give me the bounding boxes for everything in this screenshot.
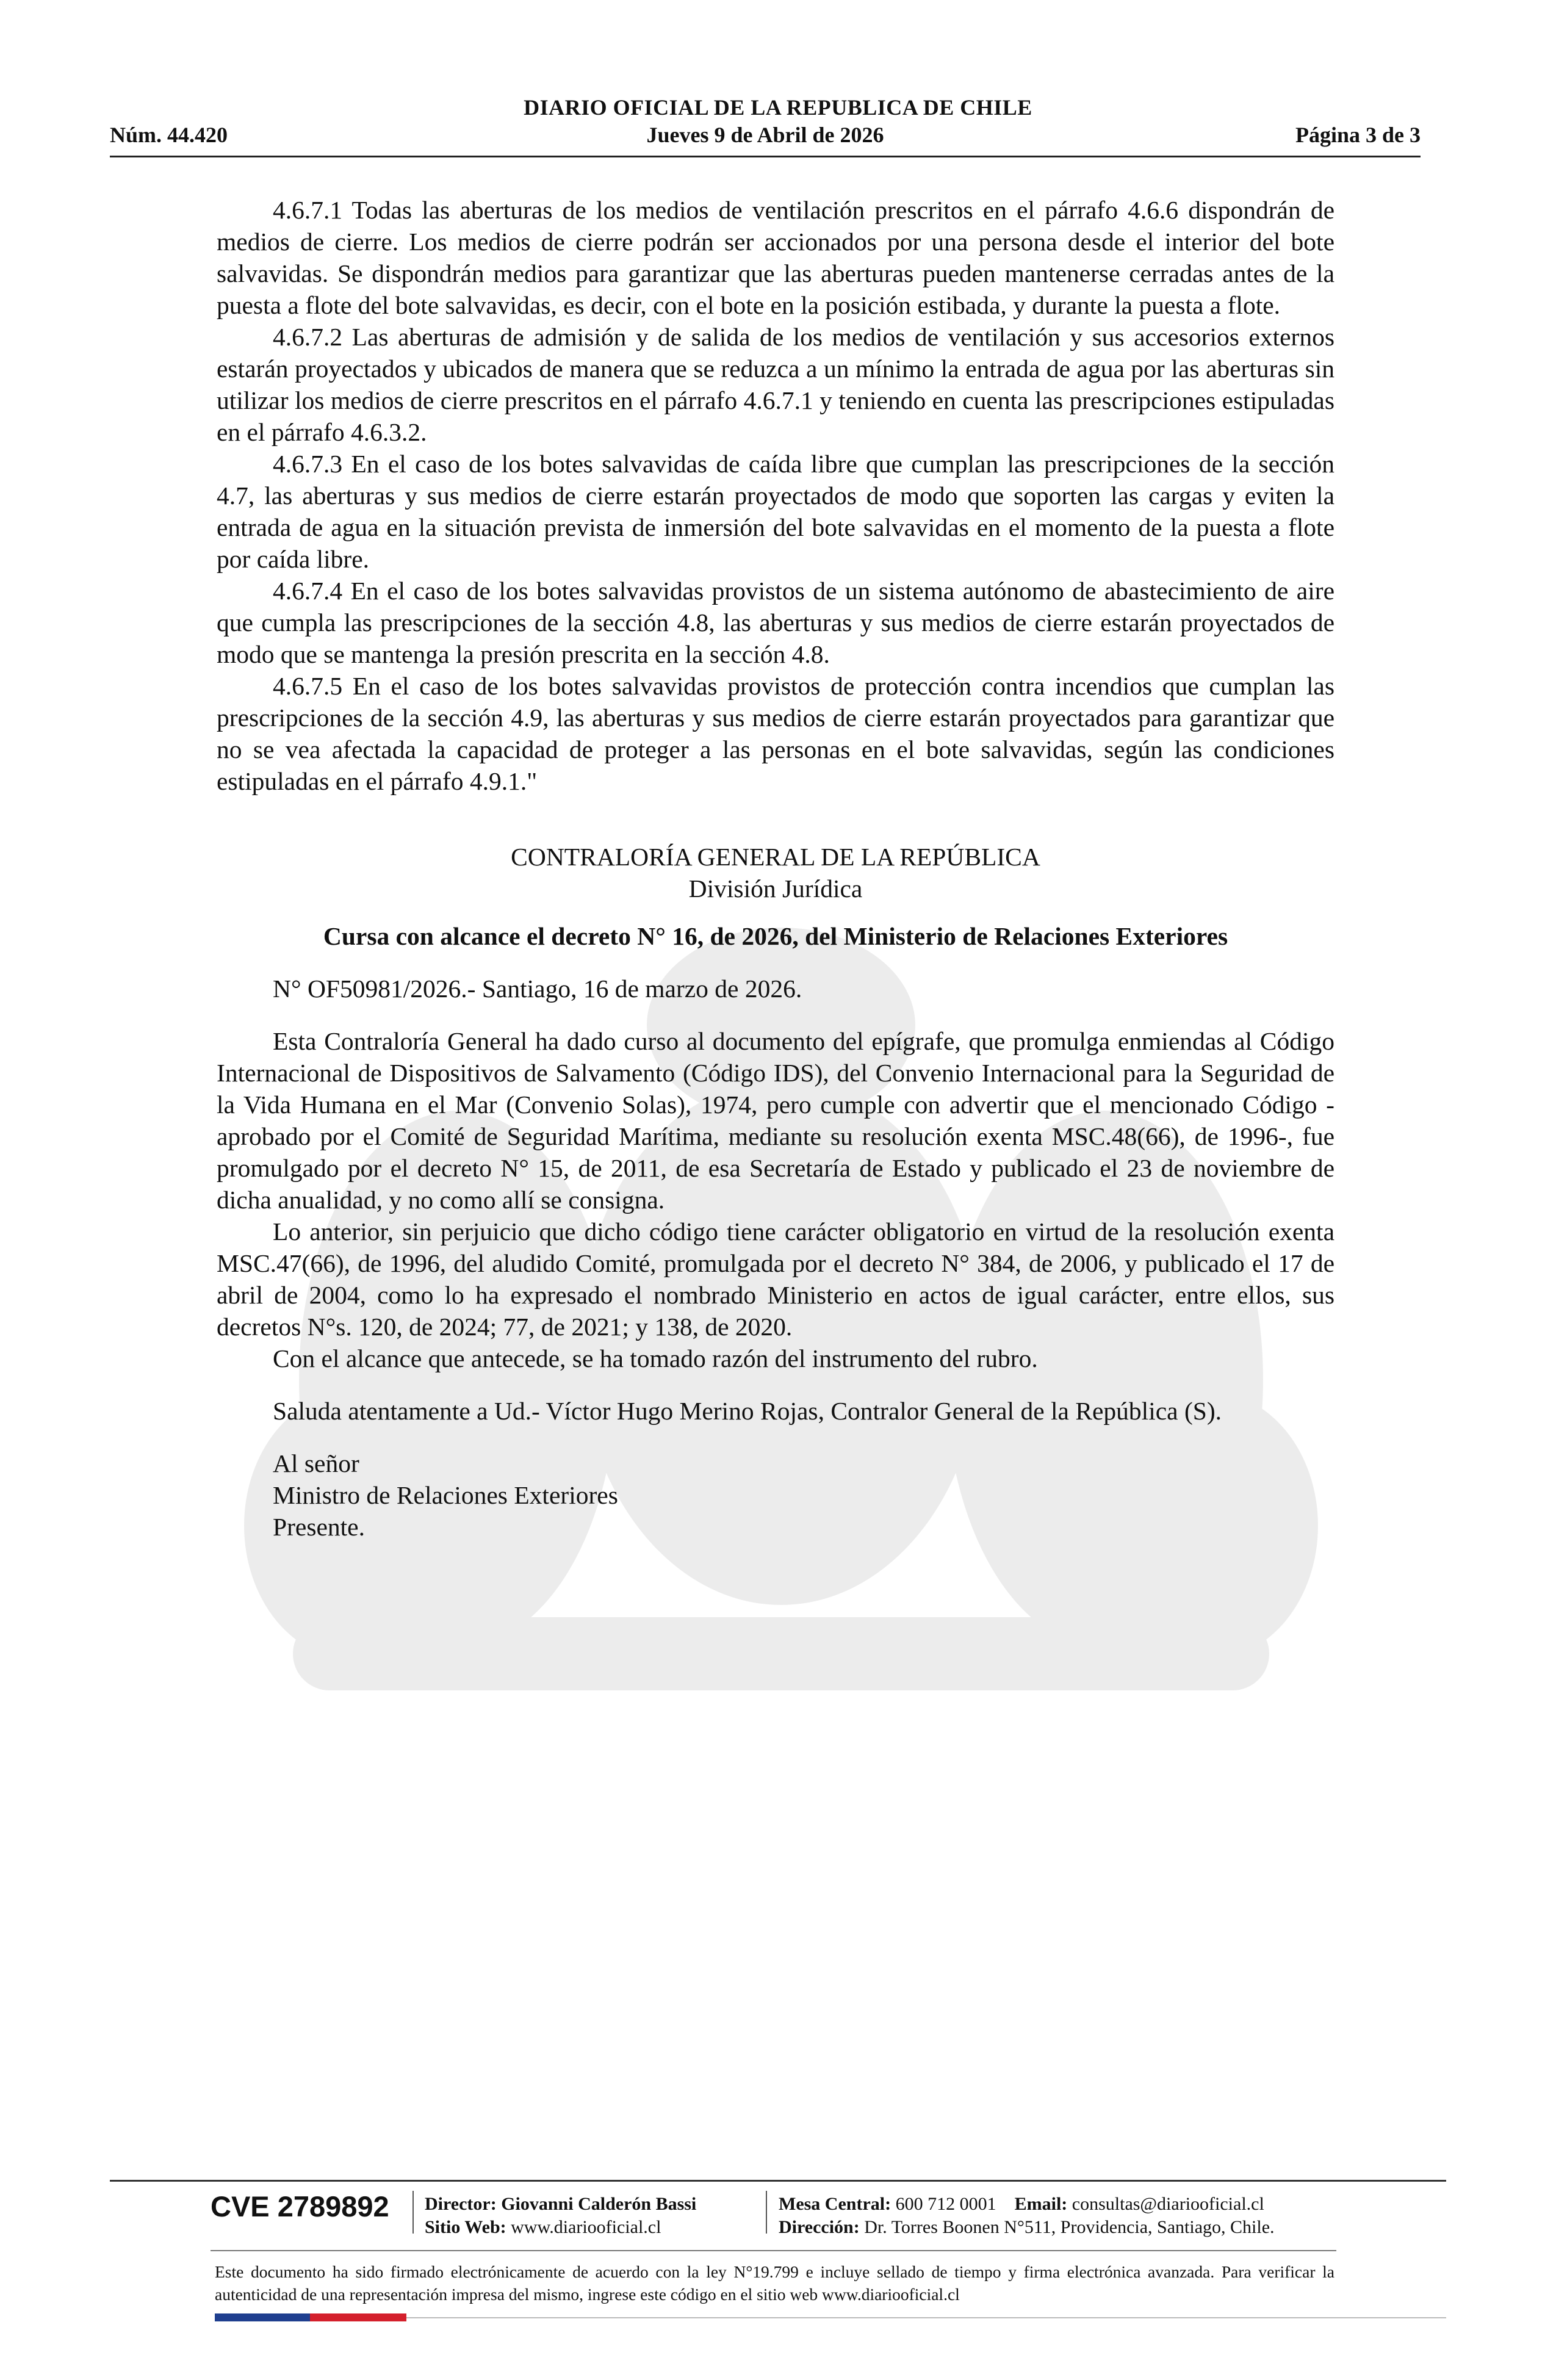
footer-inner-divider bbox=[211, 2250, 1336, 2251]
header-row bbox=[110, 122, 1421, 149]
flag-bar-blue bbox=[215, 2313, 310, 2321]
footer-director-block bbox=[425, 2193, 696, 2239]
section-division: División Jurídica bbox=[688, 874, 863, 903]
paragraph: 4.6.7.4 En el caso de los botes salvavidas provistos de un sistema autónomo de abastecimiento de aire que cumpla las prescripciones de la sección 4.8, las aberturas y sus medios de cierre estarán proyectados de modo que se mantenga la presión prescrita en la sección 4.8. bbox=[217, 577, 1334, 668]
authenticity-note: Este documento ha sido firmado electrónicamente de acuerdo con la ley N°19.799 e incluye sellado de tiempo y firma electrónica avanzada. Para verificar la autenticidad de una representación impresa del mismo, ingrese este código en el sitio web www.diariooficial.cl bbox=[215, 2262, 1334, 2304]
header-divider bbox=[110, 156, 1421, 157]
issue-number: Núm. 44.420 bbox=[110, 123, 228, 147]
phone-label: Mesa Central: bbox=[779, 2194, 891, 2214]
footer-separator bbox=[412, 2191, 414, 2234]
issue-date: Jueves 9 de Abril de 2026 bbox=[646, 123, 884, 147]
footer-contact-block bbox=[779, 2193, 1275, 2239]
section-reference: N° OF50981/2026.- Santiago, 16 de marzo de 2026. bbox=[273, 975, 802, 1003]
section-paragraph: Con el alcance que antecede, se ha tomado razón del instrumento del rubro. bbox=[273, 1344, 1038, 1372]
footer-separator bbox=[766, 2191, 767, 2234]
address-label: Dirección: bbox=[779, 2217, 860, 2237]
section-paragraph: Esta Contraloría General ha dado curso al documento del epígrafe, que promulga enmiendas al Código Internacional de Dispositivos de Salvamento (Código IDS), del Convenio Internacional para la Seguridad de la Vida Humana en el Mar (Convenio Solas), 1974, pero cumple con advertir que el mencionado Código -aprobado por el Comité de Seguridad Marítima, mediante su resolución exenta MSC.48(66), de 1996-, fue promulgado por el decreto N° 15, de 2011, de esa Secretaría de Estado y publicado el 23 de noviembre de dicha anualidad, y no como allí se consigna. bbox=[217, 1027, 1334, 1214]
section-paragraph: Lo anterior, sin perjuicio que dicho código tiene carácter obligatorio en virtud de la resolución exenta MSC.47(66), de 1996, del aludido Comité, promulgada por el decreto N° 384, de 2006, y publicado el 17 de abril de 2004, como lo ha expresado el nombrado Ministerio en actos de igual carácter, entre ellos, sus decretos N°s. 120, de 2024; 77, de 2021; y 138, de 2020. bbox=[217, 1217, 1334, 1341]
phone-value: 600 712 0001 bbox=[895, 2194, 996, 2214]
document-body bbox=[217, 194, 1334, 1543]
paragraph: 4.6.7.2 Las aberturas de admisión y de salida de los medios de ventilación y sus accesorios externos estarán proyectados y ubicados de manera que se reduzca a un mínimo la entrada de agua por las aberturas sin utilizar los medios de cierre prescritos en el párrafo 4.6.7.1 y teniendo en cuenta las prescripciones estipuladas en el párrafo 4.6.3.2. bbox=[217, 323, 1334, 446]
recipient-line: Al señor bbox=[273, 1449, 359, 1477]
address-value: Dr. Torres Boonen N°511, Providencia, Santiago, Chile. bbox=[864, 2217, 1275, 2237]
director-label: Director: bbox=[425, 2194, 497, 2214]
footer-bottom-rule bbox=[406, 2317, 1446, 2318]
newspaper-title: DIARIO OFICIAL DE LA REPUBLICA DE CHILE bbox=[524, 95, 1032, 120]
cve-code: CVE 2789892 bbox=[211, 2190, 389, 2223]
signature-line: Saluda atentamente a Ud.- Víctor Hugo Merino Rojas, Contralor General de la República (S). bbox=[273, 1397, 1222, 1425]
flag-bar-red bbox=[310, 2313, 406, 2321]
email-label: Email: bbox=[1014, 2194, 1068, 2214]
site-label: Sitio Web: bbox=[425, 2217, 506, 2237]
paragraph: 4.6.7.3 En el caso de los botes salvavidas de caída libre que cumplan las prescripciones de la sección 4.7, las aberturas y sus medios de cierre estarán proyectados de modo que soporten las cargas y eviten la entrada de agua en la situación prevista de inmersión del bote salvavidas en el momento de la puesta a flote por caída libre. bbox=[217, 450, 1334, 573]
email-link[interactable]: consultas@diariooficial.cl bbox=[1072, 2194, 1264, 2214]
paragraph: 4.6.7.5 En el caso de los botes salvavidas provistos de protección contra incendios que cumplan las prescripciones de la sección 4.9, las aberturas y sus medios de cierre estarán proyectados para garantizar que no se vea afectada la capacidad de proteger a las personas en el bote salvavidas, según las condiciones estipuladas en el párrafo 4.9.1." bbox=[217, 672, 1334, 795]
section-org: CONTRALORÍA GENERAL DE LA REPÚBLICA bbox=[511, 843, 1040, 871]
recipient-line: Presente. bbox=[273, 1513, 365, 1541]
recipient-line: Ministro de Relaciones Exteriores bbox=[273, 1481, 618, 1509]
director-name: Giovanni Calderón Bassi bbox=[501, 2194, 697, 2214]
page-number: Página 3 de 3 bbox=[1295, 123, 1421, 147]
paragraph: 4.6.7.1 Todas las aberturas de los medios de ventilación prescritos en el párrafo 4.6.6 dispondrán de medios de cierre. Los medios de cierre podrán ser accionados por una persona desde el interior del bote salvavidas. Se dispondrán medios para garantizar que las aberturas pueden mantenerse cerradas antes de la puesta a flote del bote salvavidas, es decir, con el bote en la posición estibada, y durante la puesta a flote. bbox=[217, 196, 1334, 319]
site-link[interactable]: www.diariooficial.cl bbox=[511, 2217, 661, 2237]
section-heading: Cursa con alcance el decreto N° 16, de 2026, del Ministerio de Relaciones Exteriores bbox=[323, 922, 1228, 950]
footer-divider bbox=[110, 2180, 1446, 2182]
